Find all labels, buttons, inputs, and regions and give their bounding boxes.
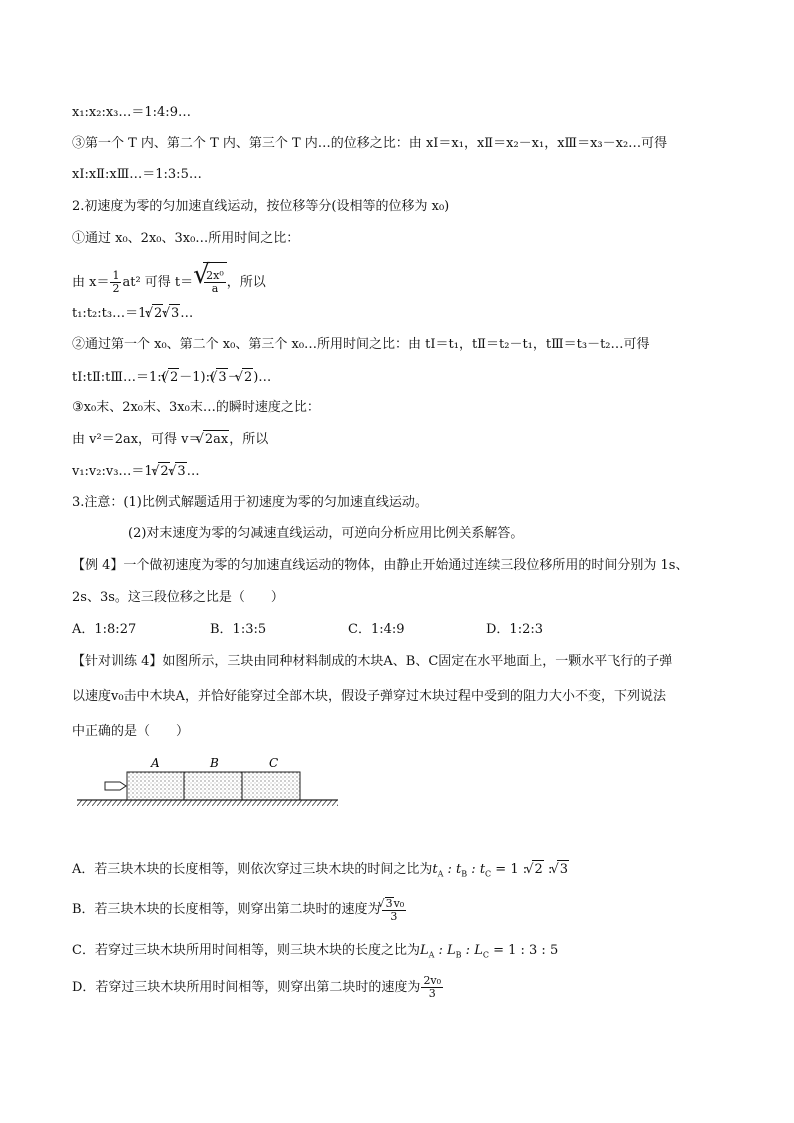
item-2-heading: ②通过第一个 x₀、第二个 x₀、第三个 x₀…所用时间之比：由 tⅠ＝t₁，tⅡ＝t₂－t₁，tⅢ＝t₃－t₂…可得 [72,337,650,352]
answer-option-a: A．若三块木块的长度相等，则依次穿过三块木块的时间之比为$t_A$ : $t_B$ : $t_C = 1$ : √ 2 : √ 3 [72,860,569,884]
item-1-heading: ①通过 x₀、2x₀、3x₀…所用时间之比： [72,231,300,246]
velocity-ratio-line: v₁:v₂:v₃…＝1: √ 2: √ 3… [72,462,200,481]
example-4-option-c: C．1:4:9 [348,622,405,637]
note-1: 3.注意：(1)比例式解题适用于初速度为零的匀加速直线运动。 [72,495,428,510]
block-label-c: C [269,756,279,770]
training-4-question-line-1: 【针对训练 4】如图所示，三块由同种材料制成的木块A、B、C固定在水平地面上，一颗水平飞行的子弹 [72,654,673,669]
example-4-option-b: B．1:3:5 [210,622,267,637]
example-4-question-line-2: 2s、3s。这三段位移之比是（ ） [72,590,284,605]
ground-hatch [77,800,338,806]
bullet-icon [105,782,126,790]
formula-line-time: 由 x＝ $\frac{1}{2}$ at² 可得 t＝ √ $\frac{\text{2x⁰}}{a}$ ，所以 [72,262,266,302]
bullet-blocks-figure [72,752,342,812]
section-2-heading: 2.初速度为零的匀加速直线运动，按位移等分(设相等的位移为 x₀) [72,199,450,214]
training-4-question-line-2: 以速度v₀击中木块A，并恰好能穿过全部木块，假设子弹穿过木块过程中受到的阻力大小不变，下列说法 [72,689,666,704]
answer-option-b: B．若三块木块的长度相等，则穿出第二块时的速度为 √ $\frac{\text{3v₀}}{3}$ [72,892,407,928]
answer-option-c: C．若穿过三块木块所用时间相等，则三块木块的长度之比为$L_A$ : $L_B$ : $L_C = 1$ : 3 : 5 [72,943,559,960]
velocity-formula-line: 由 v²＝2ax，可得 v＝ √ 2ax，所以 [72,430,268,449]
fraction-sqrt3v0-over-3: √ $\frac{\text{3v₀}}{3}$ [382,897,407,923]
example-4-question-line-1: 【例 4】一个做初速度为零的匀加速直线运动的物体，由静止开始通过连续三段位移所用的时间分别为 1s、 [72,558,689,573]
fraction-half: $\frac{1}{2}$ [112,269,120,295]
block-label-b: B [210,756,219,770]
ratio-line-1: x₁:x₂:x₃…＝1:4:9… [72,105,191,120]
ratio-line-2: ③第一个 T 内、第二个 T 内、第三个 T 内…的位移之比：由 xⅠ＝x₁，xⅡ＝x₂－x₁，xⅢ＝x₃－x₂…可得 [72,136,668,151]
time-ratio-line: t₁:t₂:t₃…＝1: √ 2: √ 3… [72,304,193,323]
fraction-2v0-over-3: $\frac{\text{2v₀}}{3}$ [423,974,442,1000]
block-c [242,772,300,800]
sqrt-fraction: √ $\frac{\text{2x⁰}}{a}$ [193,262,227,303]
note-2: (2)对末速度为零的匀减速直线运动，可逆向分析应用比例关系解答。 [128,526,524,541]
item-3-heading: ③x₀末、2x₀末、3x₀末…的瞬时速度之比： [72,400,320,415]
ratio-line-3: xⅠ:xⅡ:xⅢ…＝1:3:5… [72,167,202,182]
block-a [127,772,184,800]
time-interval-ratio-line: tⅠ:tⅡ:tⅢ…＝1:( √ 2－1):( √ 3－ √ 2)… [72,368,271,387]
answer-option-d: D．若穿过三块木块所用时间相等，则穿出第二块时的速度为 $\frac{\text{2v₀}}{3}$ [72,974,442,1000]
example-4-option-d: D．1:2:3 [486,622,543,637]
block-label-a: A [151,756,160,770]
training-4-question-line-3: 中正确的是（ ） [72,724,190,739]
example-4-option-a: A．1:8:27 [72,622,137,637]
block-b [184,772,242,800]
